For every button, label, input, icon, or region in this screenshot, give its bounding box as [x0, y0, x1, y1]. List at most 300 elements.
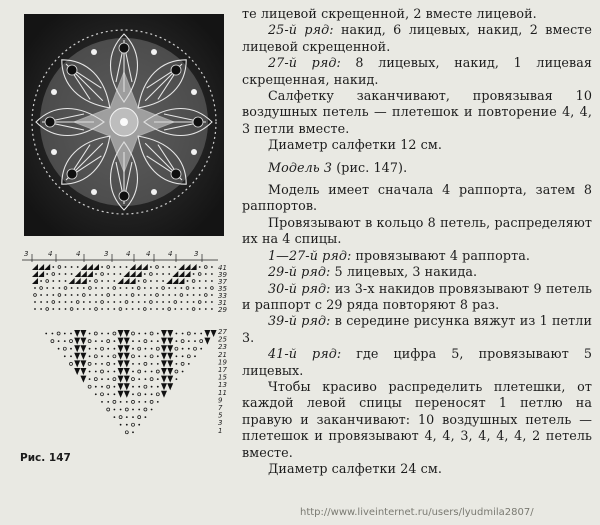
chart-yarn-over [101, 370, 104, 373]
chart-row-number: 7 [218, 404, 223, 412]
chart-stitch-dot [211, 294, 213, 296]
chart-yarn-over [88, 362, 91, 365]
chart-stitch-dot [114, 416, 116, 418]
chart-stitch-dot [107, 378, 109, 380]
chart-stitch-symbol [124, 353, 130, 360]
chart-yarn-over [107, 385, 110, 388]
chart-stitch-dot [187, 294, 189, 296]
chart-stitch-dot [138, 386, 140, 388]
chart-stitch-symbol [167, 360, 173, 367]
chart-yarn-over [58, 266, 61, 269]
chart-stitch-symbol [167, 338, 173, 345]
chart-row-number: 15 [218, 373, 227, 382]
chart-yarn-over [58, 294, 61, 297]
chart-stitch-dot [52, 294, 54, 296]
chart-stitch-dot [89, 378, 91, 380]
chart-yarn-over [113, 378, 116, 381]
chart-column-number: 4 [76, 250, 81, 258]
row-label: 30-й ряд: [268, 280, 331, 296]
chart-yarn-over [132, 400, 135, 403]
chart-stitch-dot [71, 301, 73, 303]
chart-yarn-over [95, 280, 98, 283]
chart-stitch-symbol [118, 345, 124, 352]
chart-yarn-over [113, 332, 116, 335]
chart-stitch-dot [46, 287, 48, 289]
chart-stitch-dot [113, 273, 115, 275]
chart-stitch-symbol [167, 368, 173, 375]
chart-stitch-dot [132, 416, 134, 418]
chart-stitch-dot [101, 378, 103, 380]
chart-stitch-symbol [75, 278, 81, 284]
chart-column-number: 4 [126, 250, 131, 258]
chart-stitch-symbol [80, 338, 86, 345]
paragraph: те лицевой скрещенной, 2 вместе лицевой. [242, 6, 537, 21]
chart-yarn-over [144, 362, 147, 365]
chart-stitch-dot [211, 308, 213, 310]
chart-stitch-symbol [118, 353, 124, 360]
chart-stitch-dot [107, 401, 109, 403]
chart-stitch-symbol [172, 278, 178, 284]
chart-stitch-symbol [161, 383, 167, 390]
chart-stitch-dot [199, 287, 201, 289]
chart-stitch-symbol [161, 345, 167, 352]
paragraph: Диаметр салфетки 24 см. [268, 460, 442, 476]
chart-stitch-dot [168, 287, 170, 289]
chart-yarn-over [82, 294, 85, 297]
chart-stitch-dot [156, 280, 158, 282]
chart-yarn-over [46, 308, 49, 311]
chart-yarn-over [138, 347, 141, 350]
chart-stitch-dot [205, 287, 207, 289]
chart-stitch-symbol [118, 338, 124, 345]
chart-stitch-dot [83, 301, 85, 303]
chart-stitch-dot [157, 355, 159, 357]
chart-stitch-symbol [32, 271, 38, 277]
chart-stitch-dot [205, 308, 207, 310]
chart-yarn-over [162, 287, 165, 290]
chart-stitch-dot [83, 308, 85, 310]
chart-yarn-over [34, 294, 37, 297]
chart-yarn-over [131, 294, 134, 297]
chart-yarn-over [95, 308, 98, 311]
chart-stitch-dot [126, 308, 128, 310]
row-instruction: из 3-х накидов провязывают 9 петель и раппорт с 29 ряда повторяют 8 раз. [242, 280, 593, 312]
chart-stitch-dot [162, 280, 164, 282]
chart-stitch-dot [95, 363, 97, 365]
chart-stitch-dot [126, 424, 128, 426]
chart-yarn-over [143, 280, 146, 283]
chart-stitch-symbol [80, 353, 86, 360]
chart-stitch-dot [176, 378, 178, 380]
chart-stitch-symbol [161, 368, 167, 375]
chart-stitch-dot [120, 273, 122, 275]
chart-yarn-over [94, 355, 97, 358]
chart-stitch-dot [145, 355, 147, 357]
chart-stitch-dot [64, 355, 66, 357]
chart-stitch-dot [168, 294, 170, 296]
chart-column-number: 4 [146, 250, 151, 258]
chart-stitch-dot [138, 401, 140, 403]
chart-stitch-symbol [74, 360, 80, 367]
paragraph: Салфетку заканчивают, провязывая 10 воздушных петель — плетешок и повторение 4, 4, 3 петли вместе. [242, 88, 592, 136]
chart-yarn-over [119, 308, 122, 311]
chart-stitch-dot [95, 301, 97, 303]
chart-row-number: 1 [218, 426, 223, 435]
chart-stitch-dot [114, 363, 116, 365]
paragraph: Модель имеет сначала 4 раппорта, затем 8 раппортов. [242, 182, 592, 214]
chart-row-number: 11 [218, 388, 227, 397]
chart-stitch-symbol [142, 264, 148, 270]
chart-stitch-dot [120, 266, 122, 268]
row-instruction: провязывают 4 раппорта. [351, 247, 531, 263]
chart-yarn-over [132, 378, 135, 381]
chart-stitch-dot [150, 294, 152, 296]
chart-yarn-over [150, 301, 153, 304]
chart-yarn-over [88, 385, 91, 388]
chart-stitch-dot [181, 308, 183, 310]
chart-stitch-dot [46, 273, 48, 275]
chart-stitch-dot [176, 363, 178, 365]
chart-row-number: 35 [218, 285, 227, 293]
chart-stitch-dot [58, 340, 60, 342]
chart-stitch-dot [114, 393, 116, 395]
chart-stitch-dot [211, 280, 213, 282]
chart-stitch-dot [89, 333, 91, 335]
chart-row-number: 5 [218, 411, 223, 420]
chart-stitch-dot [46, 294, 48, 296]
chart-column-number: 3 [104, 250, 109, 258]
chart-stitch-dot [199, 280, 201, 282]
paragraph: Диаметр салфетки 12 см. [268, 137, 442, 153]
chart-stitch-dot [126, 416, 128, 418]
chart-stitch-dot [174, 287, 176, 289]
chart-yarn-over [125, 408, 128, 411]
chart-stitch-dot [59, 287, 61, 289]
chart-stitch-symbol [204, 338, 210, 345]
chart-stitch-dot [144, 287, 146, 289]
chart-stitch-dot [145, 371, 147, 373]
chart-stitch-dot [168, 273, 170, 275]
chart-stitch-dot [95, 386, 97, 388]
chart-stitch-symbol [172, 271, 178, 277]
chart-yarn-over [156, 347, 159, 350]
chart-stitch-dot [176, 333, 178, 335]
chart-yarn-over [187, 332, 190, 335]
chart-stitch-dot [101, 308, 103, 310]
chart-stitch-symbol [38, 271, 44, 277]
chart-stitch-symbol [178, 264, 184, 270]
chart-stitch-dot [89, 371, 91, 373]
chart-stitch-dot [157, 401, 159, 403]
chart-yarn-over [150, 400, 153, 403]
chart-stitch-dot [157, 378, 159, 380]
chart-stitch-dot [113, 294, 115, 296]
chart-stitch-dot [59, 273, 61, 275]
chart-yarn-over [156, 393, 159, 396]
chart-stitch-dot [187, 308, 189, 310]
chart-stitch-dot [95, 371, 97, 373]
chart-stitch-dot [120, 287, 122, 289]
chart-stitch-symbol [167, 330, 173, 337]
chart-stitch-symbol [81, 271, 87, 277]
model-reference: (рис. 147). [332, 159, 408, 175]
chart-stitch-dot [34, 301, 36, 303]
chart-stitch-symbol [178, 271, 184, 277]
paragraph [242, 264, 592, 280]
chart-stitch-symbol [32, 278, 38, 284]
chart-stitch-dot [101, 363, 103, 365]
chart-stitch-dot [71, 266, 73, 268]
chart-yarn-over [211, 287, 214, 290]
chart-stitch-dot [181, 301, 183, 303]
chart-stitch-dot [65, 301, 67, 303]
chart-stitch-symbol [80, 360, 86, 367]
chart-stitch-dot [107, 348, 109, 350]
chart-stitch-dot [70, 348, 72, 350]
chart-stitch-dot [138, 363, 140, 365]
chart-stitch-symbol [118, 360, 124, 367]
chart-stitch-dot [95, 393, 97, 395]
chart-yarn-over [168, 308, 171, 311]
chart-stitch-dot [199, 294, 201, 296]
chart-stitch-dot [150, 308, 152, 310]
chart-stitch-dot [162, 294, 164, 296]
chart-stitch-symbol [81, 264, 87, 270]
chart-row-number: 17 [218, 366, 227, 374]
chart-stitch-symbol [124, 278, 130, 284]
row-label: 41-й ряд: [268, 346, 342, 362]
chart-stitch-dot [40, 308, 42, 310]
chart-stitch-dot [89, 348, 91, 350]
chart-stitch-dot [101, 287, 103, 289]
chart-yarn-over [107, 340, 110, 343]
paragraph [242, 313, 592, 346]
chart-stitch-symbol [130, 271, 136, 277]
chart-stitch-symbol [124, 345, 130, 352]
watermark-url: http://www.liveinternet.ru/users/lyudmila2807/ [300, 507, 534, 518]
chart-stitch-dot [162, 301, 164, 303]
paragraph [242, 346, 592, 379]
chart-stitch-dot [95, 348, 97, 350]
chart-stitch-dot [138, 301, 140, 303]
chart-yarn-over [198, 301, 201, 304]
chart-stitch-dot [101, 355, 103, 357]
chart-stitch-dot [126, 401, 128, 403]
chart-stitch-dot [52, 280, 54, 282]
chart-stitch-dot [113, 308, 115, 310]
chart-stitch-symbol [38, 264, 44, 270]
chart-stitch-dot [132, 287, 134, 289]
chart-stitch-dot [132, 363, 134, 365]
chart-stitch-symbol [93, 264, 99, 270]
chart-stitch-dot [40, 280, 42, 282]
chart-stitch-symbol [136, 271, 142, 277]
chart-stitch-dot [77, 266, 79, 268]
chart-stitch-symbol [74, 345, 80, 352]
chart-stitch-dot [174, 266, 176, 268]
paragraph [242, 248, 592, 264]
row-instruction: в середине рисунка вяжут из 1 петли 3. [242, 313, 592, 345]
chart-yarn-over [64, 287, 67, 290]
chart-stitch-dot [193, 294, 195, 296]
chart-stitch-dot [52, 333, 54, 335]
chart-stitch-dot [211, 266, 213, 268]
row-instruction: где цифра 5, провязывают 5 лицевых. [242, 346, 592, 378]
paragraph: Провязывают в кольцо 8 петель, распределяют их на 4 спицы. [242, 214, 592, 247]
chart-stitch-dot [95, 287, 97, 289]
chart-yarn-over [89, 287, 92, 290]
chart-stitch-dot [145, 378, 147, 380]
chart-stitch-dot [187, 301, 189, 303]
chart-stitch-symbol [178, 278, 184, 284]
chart-yarn-over [156, 294, 159, 297]
chart-stitch-dot [156, 287, 158, 289]
chart-stitch-symbol [136, 264, 142, 270]
chart-stitch-dot [70, 333, 72, 335]
chart-stitch-dot [40, 294, 42, 296]
chart-stitch-dot [151, 340, 153, 342]
chart-yarn-over [132, 355, 135, 358]
chart-stitch-dot [200, 333, 202, 335]
chart-stitch-dot [113, 280, 115, 282]
chart-stitch-dot [132, 301, 134, 303]
chart-stitch-dot [59, 301, 61, 303]
chart-stitch-dot [151, 348, 153, 350]
chart-stitch-symbol [130, 278, 136, 284]
chart-stitch-dot [151, 386, 153, 388]
chart-stitch-symbol [124, 338, 130, 345]
chart-yarn-over [94, 332, 97, 335]
chart-stitch-dot [151, 393, 153, 395]
chart-yarn-over [88, 340, 91, 343]
chart-stitch-symbol [185, 264, 191, 270]
chart-stitch-symbol [161, 338, 167, 345]
chart-yarn-over [204, 266, 207, 269]
chart-stitch-dot [89, 280, 91, 282]
chart-yarn-over [52, 273, 55, 276]
chart-stitch-dot [156, 273, 158, 275]
chart-stitch-dot [151, 371, 153, 373]
chart-stitch-symbol [167, 353, 173, 360]
chart-stitch-symbol [118, 391, 124, 398]
chart-column-number: 4 [168, 250, 173, 258]
chart-yarn-over [181, 340, 184, 343]
chart-stitch-dot [95, 340, 97, 342]
chart-yarn-over [132, 423, 135, 426]
chart-stitch-dot [168, 301, 170, 303]
chart-yarn-over [40, 287, 43, 290]
chart-row-number: 37 [218, 278, 227, 286]
chart-stitch-symbol [124, 330, 130, 337]
chart-stitch-dot [150, 280, 152, 282]
chart-stitch-symbol [118, 368, 124, 375]
chart-stitch-symbol [74, 330, 80, 337]
chart-stitch-dot [83, 287, 85, 289]
chart-stitch-dot [205, 280, 207, 282]
chart-stitch-dot [40, 301, 42, 303]
knitting-chart-svg [18, 248, 236, 448]
chart-stitch-dot [120, 401, 122, 403]
chart-stitch-dot [132, 308, 134, 310]
chart-stitch-dot [138, 355, 140, 357]
chart-stitch-dot [107, 287, 109, 289]
chart-stitch-symbol [117, 278, 123, 284]
chart-row-number: 25 [218, 335, 227, 344]
chart-stitch-dot [138, 294, 140, 296]
chart-stitch-dot [193, 301, 195, 303]
chart-stitch-symbol [74, 353, 80, 360]
chart-row-number: 29 [218, 306, 227, 314]
chart-stitch-dot [64, 333, 66, 335]
chart-row-number: 9 [218, 396, 223, 405]
chart-row-number: 41 [218, 264, 227, 272]
chart-yarn-over [138, 416, 141, 419]
chart-yarn-over [57, 332, 60, 335]
chart-stitch-dot [65, 294, 67, 296]
chart-yarn-over [175, 347, 178, 350]
chart-stitch-dot [120, 424, 122, 426]
chart-stitch-dot [145, 393, 147, 395]
chart-stitch-dot [77, 287, 79, 289]
chart-stitch-symbol [124, 383, 130, 390]
chart-yarn-over [138, 370, 141, 373]
chart-yarn-over [138, 393, 141, 396]
chart-stitch-dot [120, 409, 122, 411]
chart-stitch-dot [114, 386, 116, 388]
chart-stitch-dot [194, 340, 196, 342]
chart-stitch-dot [182, 371, 184, 373]
chart-stitch-dot [126, 287, 128, 289]
chart-stitch-symbol [130, 264, 136, 270]
chart-stitch-dot [200, 348, 202, 350]
chart-stitch-dot [59, 280, 61, 282]
chart-yarn-over [150, 273, 153, 276]
chart-stitch-dot [144, 301, 146, 303]
chart-stitch-dot [101, 266, 103, 268]
chart-yarn-over [200, 340, 203, 343]
chart-stitch-dot [145, 401, 147, 403]
chart-stitch-symbol [161, 376, 167, 383]
chart-stitch-dot [89, 308, 91, 310]
chart-yarn-over [113, 355, 116, 358]
chart-yarn-over [119, 416, 122, 419]
chart-yarn-over [150, 355, 153, 358]
chart-yarn-over [107, 362, 110, 365]
chart-stitch-dot [162, 273, 164, 275]
chart-stitch-symbol [124, 376, 130, 383]
model-heading [242, 160, 592, 176]
chart-stitch-dot [107, 308, 109, 310]
chart-stitch-dot [101, 386, 103, 388]
chart-stitch-dot [71, 294, 73, 296]
chart-yarn-over [144, 340, 147, 343]
chart-stitch-dot [107, 280, 109, 282]
chart-stitch-dot [182, 348, 184, 350]
chart-stitch-dot [145, 333, 147, 335]
chart-stitch-dot [113, 266, 115, 268]
chart-stitch-dot [199, 266, 201, 268]
chart-yarn-over [76, 301, 79, 304]
chart-yarn-over [150, 332, 153, 335]
chart-stitch-dot [70, 355, 72, 357]
chart-stitch-dot [138, 333, 140, 335]
instructions [242, 6, 592, 477]
chart-yarn-over [46, 280, 49, 283]
chart-yarn-over [101, 393, 104, 396]
chart-stitch-dot [151, 363, 153, 365]
row-label: 39-й ряд: [268, 313, 331, 329]
chart-yarn-over [125, 431, 128, 434]
